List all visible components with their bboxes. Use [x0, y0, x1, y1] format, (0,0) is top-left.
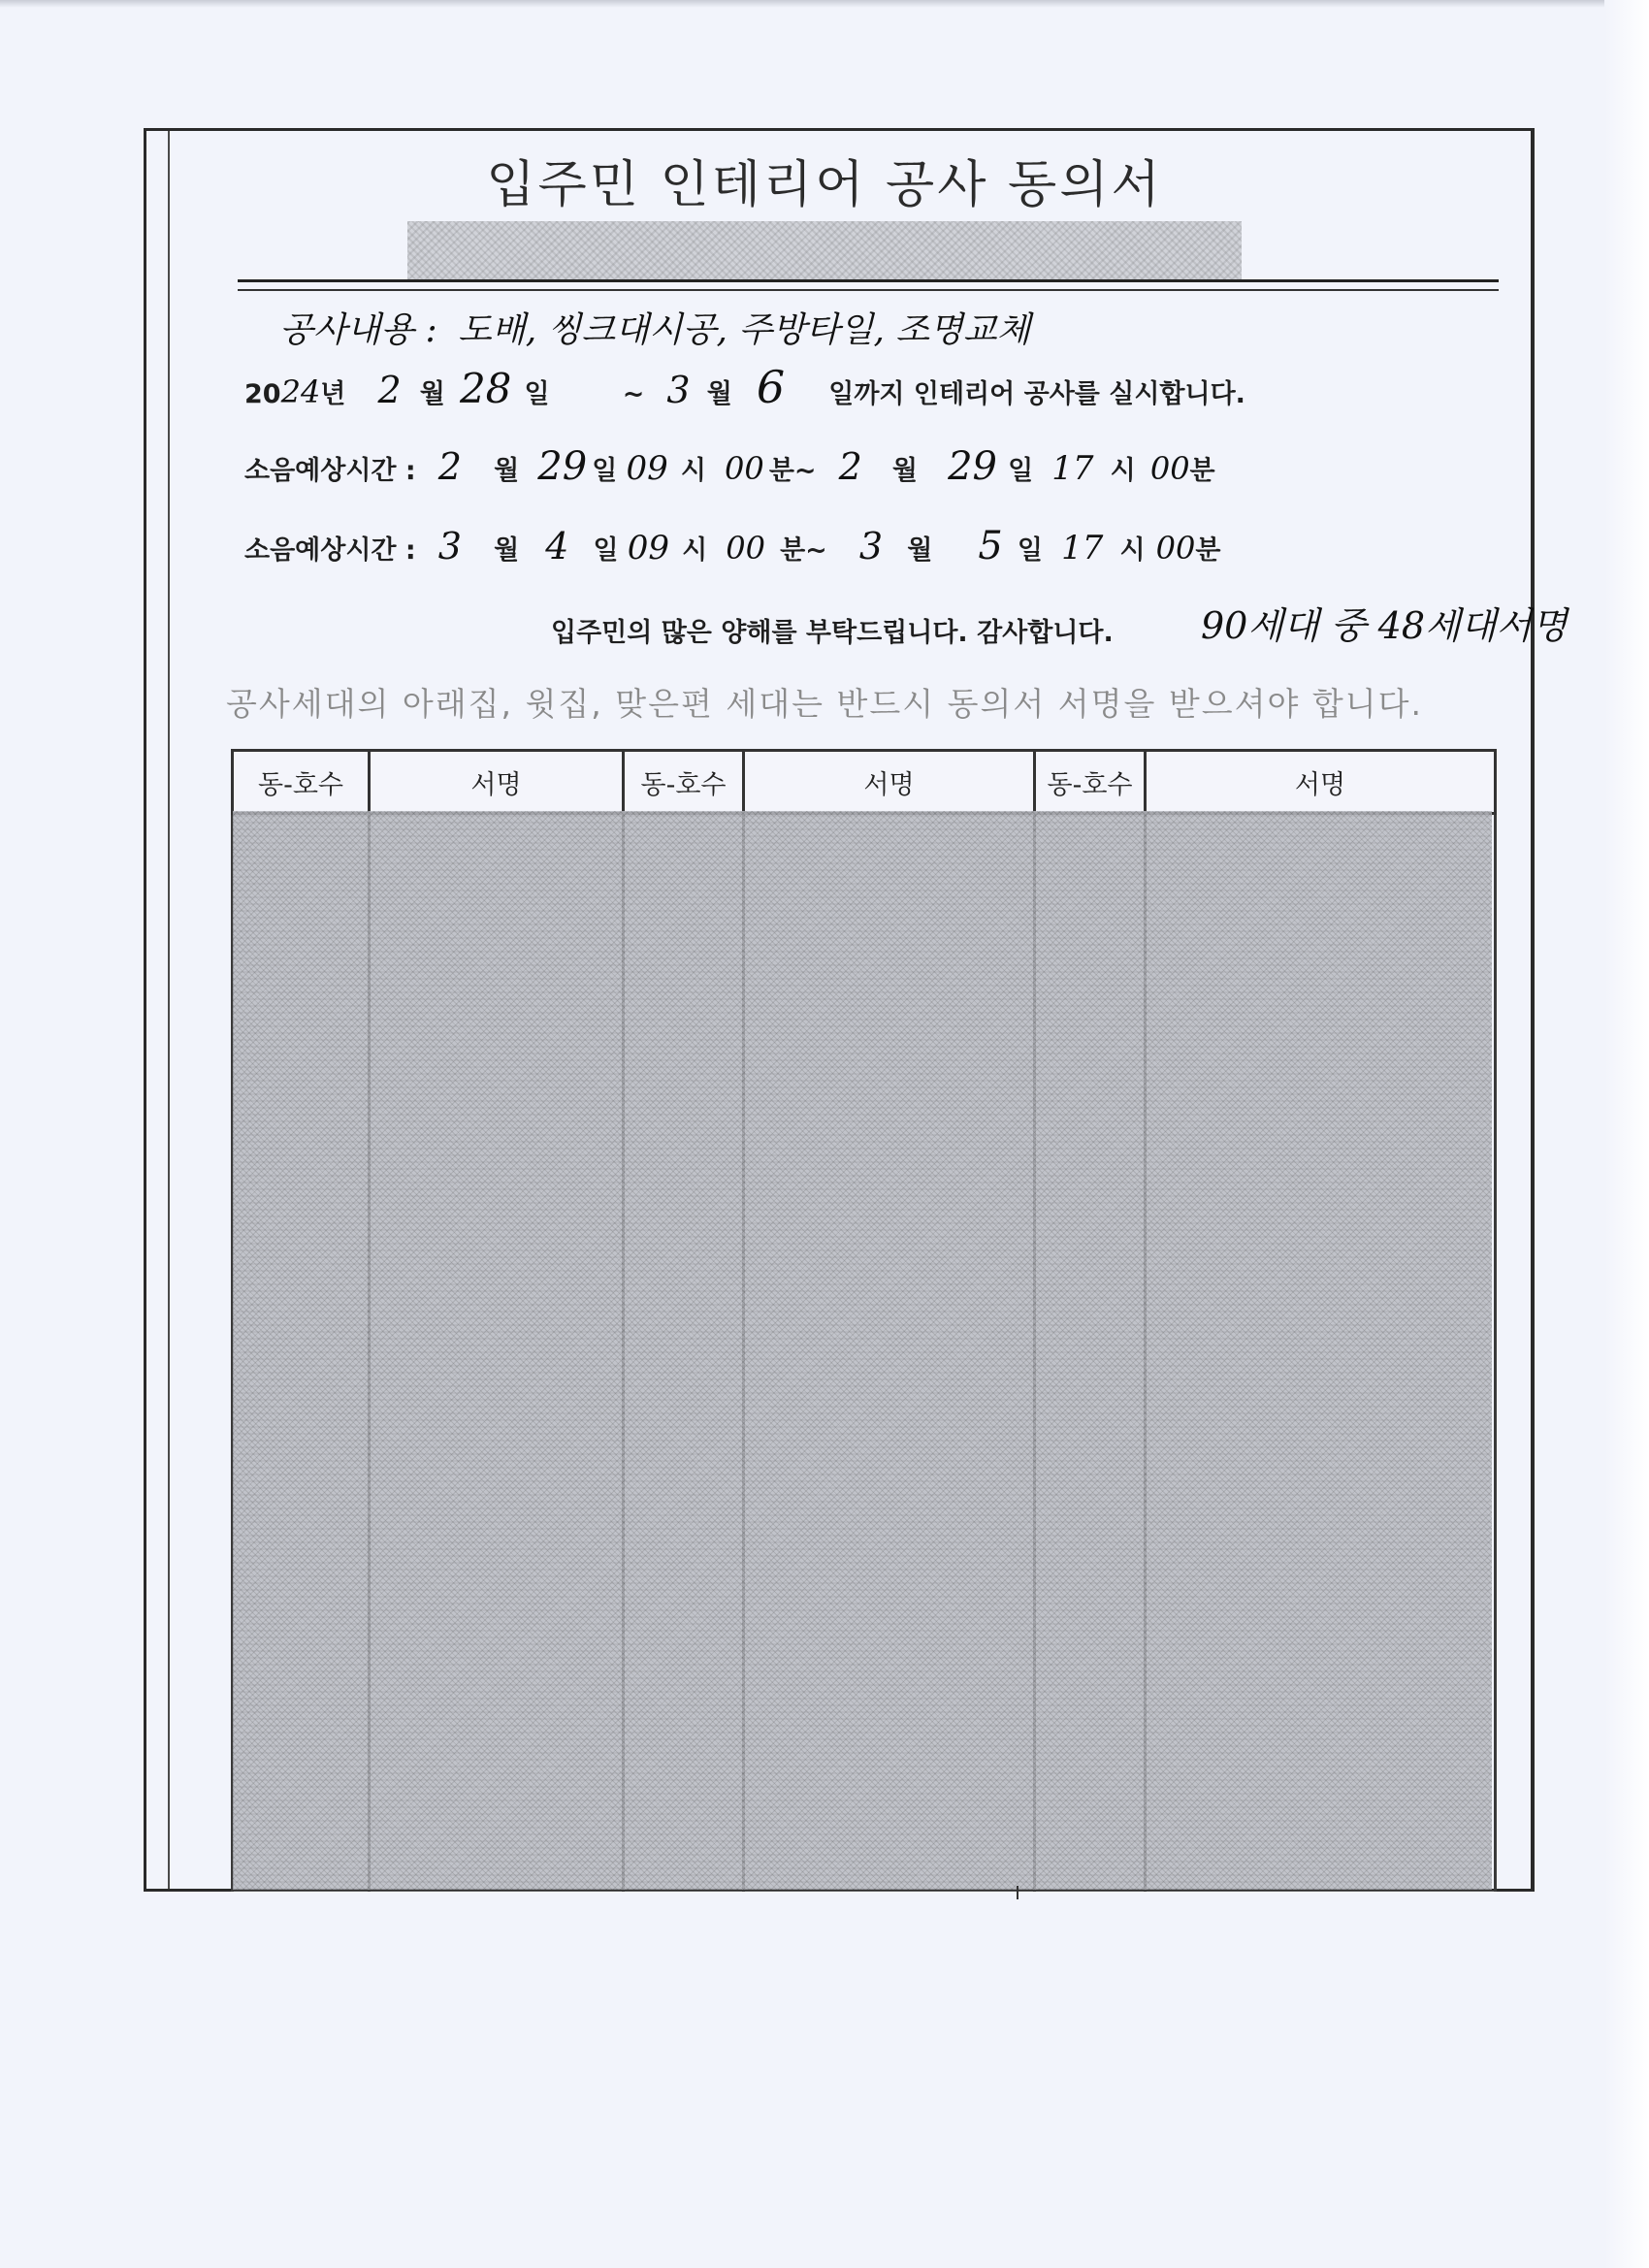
period-tilde: ~: [622, 379, 645, 409]
noise-line-2: [244, 524, 1220, 568]
month-unit: 월: [494, 456, 520, 486]
noise-2-h2: 17: [1061, 529, 1104, 567]
work-content-label: 공사내용 :: [279, 310, 437, 350]
year-hw: 24: [280, 373, 321, 410]
noise-2-mi1: 00: [726, 530, 765, 567]
noise-2-d1: 4: [545, 525, 569, 567]
period-line: [244, 361, 1245, 419]
table-header-row: [233, 751, 1496, 814]
noise-1-h2: 17: [1051, 449, 1094, 488]
noise-2-m1: 3: [437, 525, 462, 567]
noise-2-mi2: 00: [1155, 530, 1196, 567]
noise-1-mi2: 00: [1149, 450, 1190, 487]
month-unit: 월: [907, 535, 933, 566]
noise-2-label: 소음예상시간 :: [244, 535, 416, 566]
title-divider: [238, 279, 1499, 291]
minute-unit: 분: [1195, 535, 1221, 566]
start-day: 28: [459, 365, 512, 412]
day-unit: 일: [1008, 456, 1034, 486]
minute-unit: 분: [1189, 456, 1215, 486]
noise-1-m1: 2: [437, 445, 462, 488]
col-unit-number: 동-호수: [233, 751, 370, 814]
noise-1-label: 소음예상시간 :: [244, 456, 416, 486]
hour-unit: 시: [682, 535, 708, 566]
signature-count-note: 90세대 중 48세대서명: [1201, 604, 1568, 647]
scan-right-edge: [1604, 0, 1649, 2268]
neighbor-consent-notice: 공사세대의 아래집, 윗집, 맞은편 세대는 반드시 동의서 서명을 받으셔야 합니다.: [226, 685, 1423, 723]
minute-tilde-unit: 분~: [780, 535, 827, 566]
minute-tilde-unit: 분~: [768, 456, 817, 486]
noise-2-m2: 3: [858, 525, 884, 567]
hour-unit: 시: [680, 456, 706, 486]
work-content-line: [279, 303, 1030, 352]
end-month: 3: [666, 369, 691, 411]
work-content-value: 도배, 씽크대시공, 주방타일, 조명교체: [458, 310, 1031, 350]
noise-1-d2: 29: [948, 444, 997, 489]
noise-1-d1: 29: [537, 444, 588, 489]
col-signature: 서명: [744, 751, 1035, 814]
noise-1-h1: 09: [626, 449, 668, 488]
col-unit-number: 동-호수: [624, 751, 744, 814]
col-signature: 서명: [370, 751, 624, 814]
noise-2-d2: 5: [978, 524, 1003, 568]
noise-2-h1: 09: [627, 529, 669, 567]
hour-unit: 시: [1119, 535, 1146, 566]
end-month-unit: 월: [706, 379, 732, 409]
month-unit: 월: [494, 535, 520, 566]
period-suffix: 일까지 인테리어 공사를 실시합니다.: [828, 379, 1245, 409]
noise-1-m2: 2: [838, 445, 862, 488]
table-bottom-tick: [1017, 1886, 1018, 1899]
document-title: 입주민 인테리어 공사 동의서: [486, 156, 1163, 214]
month-unit: 월: [891, 456, 918, 486]
start-month: 2: [377, 369, 402, 411]
redacted-signatures: [233, 811, 1492, 1890]
scan-top-edge: [0, 0, 1649, 8]
redacted-address: [407, 221, 1242, 279]
start-month-unit: 월: [419, 379, 445, 409]
noise-1-mi1: 00: [725, 450, 764, 487]
day-unit: 일: [592, 456, 618, 486]
noise-line-1: [244, 444, 1215, 489]
col-unit-number: 동-호수: [1035, 751, 1146, 814]
year-unit: 년: [320, 379, 346, 409]
day-unit: 일: [1017, 535, 1044, 566]
hour-unit: 시: [1110, 456, 1136, 486]
start-day-unit: 일: [524, 379, 550, 409]
year-prefix: 20: [244, 379, 281, 409]
day-unit: 일: [593, 535, 619, 566]
end-day: 6: [756, 361, 786, 413]
thanks-line: 입주민의 많은 양해를 부탁드립니다. 감사합니다.: [551, 618, 1114, 648]
col-signature: 서명: [1146, 751, 1496, 814]
